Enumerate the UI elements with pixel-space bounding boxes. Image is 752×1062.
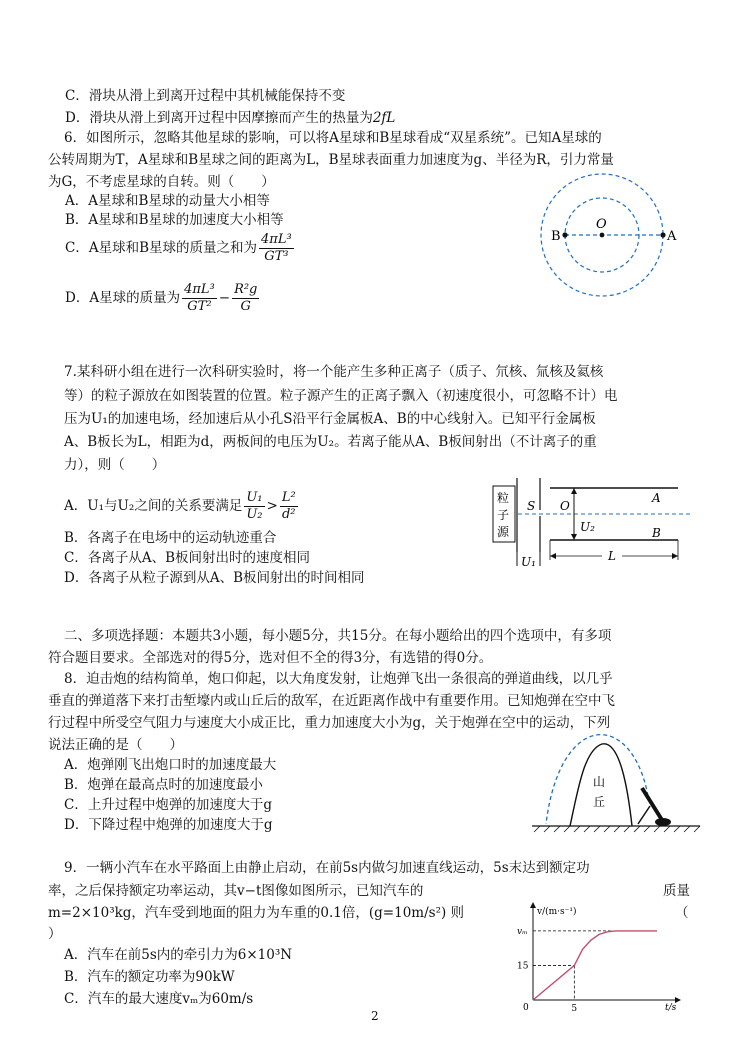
star-a-dot (660, 232, 665, 237)
l-arrow-left (550, 553, 556, 559)
q8-option-b: B．炮弹在最高点时的加速度最小 (64, 777, 263, 793)
x-axis-label: t/s (665, 1003, 677, 1012)
q9-option-c: C．汽车的最大速度vₘ为60m/s (64, 991, 254, 1007)
mortar-barrel (642, 788, 662, 820)
x-tick-0: 0 (523, 1003, 529, 1012)
q6-stem-line1: 6．如图所示，忽略其他星球的影响，可以将A星球和B星球看成“双星系统”。已知A星球的 (64, 130, 602, 146)
y-tick-vm: vₘ (517, 926, 528, 937)
q9-stem-line2-end: 质量 (663, 883, 690, 899)
q7-stem-line4: A、B板长为L，相距为d，两板间的电压为U₂。若离子能从A、B板间射出（不计离子的重 (64, 434, 597, 450)
q9-stem-line3-end: （ (675, 905, 689, 921)
source-char-3: 源 (497, 525, 510, 539)
q9-vt-chart (505, 900, 685, 1012)
q7-option-d: D．各离子从粒子源到从A、B板间射出的时间相同 (64, 570, 365, 586)
q8-mortar-figure (520, 720, 710, 838)
l-arrow-right (672, 553, 678, 559)
label-u2: U₂ (580, 520, 595, 534)
ground-hatch (534, 826, 700, 832)
vt-series-line (533, 931, 657, 1000)
q7-option-b: B．各离子在电场中的运动轨迹重合 (64, 530, 277, 546)
section2-line1: 二、多项选择题：本题共3小题，每小题5分，共15分。在每小题给出的四个选项中，有多项 (64, 628, 612, 644)
label-l: L (608, 549, 616, 563)
x-tick-5: 5 (571, 1004, 578, 1012)
q7-stem-line2: 等）的粒子源放在如图装置的位置。粒子源产生的正离子飘入（初速度很小，可忽略不计）电 (64, 388, 618, 404)
label-a: A (652, 491, 661, 505)
q7-stem-line3: 压为U₁的加速电场，经加速后从小孔S沿平行金属板A、B的中心线射入。已知平行金属板 (64, 411, 596, 427)
y-axis-arrow (530, 902, 536, 908)
star-b-dot (562, 232, 567, 237)
mortar-bipod (638, 806, 650, 824)
q6-option-c-fraction: $\frac{\text{4πL³}}{\text{GT³}}$ (261, 232, 292, 264)
q7-option-c: C．各离子从A、B板间射出时的速度相同 (64, 550, 310, 566)
q6-option-b: B．A星球和B星球的加速度大小相等 (65, 212, 284, 228)
mortar-baseplate (655, 818, 671, 826)
q9-option-b: B．汽车的额定功率为90kW (64, 969, 235, 985)
label-b: B (551, 229, 561, 244)
label-a: A (667, 229, 677, 244)
q8-option-d: D．下降过程中炮弹的加速度大于g (64, 817, 273, 833)
q6-option-c (65, 232, 296, 265)
q8-option-c: C．上升过程中炮弹的加速度大于g (64, 797, 272, 813)
q6-option-d-fraction1: $\frac{\text{4πL³}}{\text{GT²}}$ (184, 282, 215, 314)
q7-stem-line5: 力），则（ ） (64, 457, 166, 473)
q6-double-star-figure (540, 168, 700, 303)
label-u1: U₁ (521, 555, 536, 569)
label-s: S (527, 499, 536, 513)
q9-stem-line3: m=2×10³kg，汽车受到地面的阻力为车重的0.1倍，(g=10m/s²) 则 (48, 905, 465, 921)
page-number: 2 (371, 1009, 379, 1023)
label-b: B (652, 526, 661, 540)
q6-option-d (65, 282, 261, 315)
u2-arrow-down (571, 534, 577, 540)
q7-option-a-text: A．U₁与U₂之间的关系要满足 (64, 498, 243, 514)
q8-stem-line2: 垂直的弹道落下来打击堑壕内或山丘后的敌军，在近距离作战中有重要作用。已知炮弹在空中飞 (48, 693, 615, 709)
q6-option-d-minus: − (218, 290, 231, 306)
q8-option-a: A．炮弹刚飞出炮口时的加速度最大 (64, 757, 277, 773)
q7-option-a (64, 490, 300, 523)
q9-stem-line2: 率，之后保持额定功率运动，其v−t图像如图所示，已知汽车的 (48, 883, 424, 899)
label-o: O (596, 217, 607, 232)
q8-stem-line4: 说法正确的是（ ） (48, 737, 183, 753)
source-char-1: 粒 (497, 491, 510, 505)
q7-option-a-fraction2: $\frac{\text{L²}}{\text{d²}}$ (281, 490, 296, 522)
q7-option-a-fraction1: $\frac{\text{U₁}}{\text{U₂}}$ (246, 490, 263, 522)
q6-option-d-text: D．A星球的质量为 (65, 290, 181, 306)
label-o: O (560, 499, 570, 513)
q9-stem-line1: 9．一辆小汽车在水平路面上由静止启动，在前5s内做匀加速直线运动，5s末达到额定功 (64, 860, 590, 876)
q6-stem-line2: 公转周期为T，A星球和B星球之间的距离为L，B星球表面重力加速度为g、半径为R，引力常量 (48, 152, 614, 168)
q5-option-d (65, 110, 395, 127)
q7-apparatus-figure (490, 474, 695, 570)
q8-stem-line3: 行过程中所受空气阻力与速度大小成正比，重力加速度大小为g，关于炮弹在空中的运动，下列 (48, 715, 611, 731)
hill-char-1: 山 (593, 775, 606, 789)
q6-stem-line3: 为G，不考虑星球的自转。则（ ） (48, 174, 275, 190)
q6-option-d-fraction2: $\frac{\text{R²g}}{G}$ (234, 282, 258, 314)
source-char-2: 子 (497, 508, 510, 522)
center-o-dot (600, 233, 605, 238)
q7-stem-line1: 7.某科研小组在进行一次科研实验时，将一个能产生多种正离子（质子、氘核、氚核及氦核 (64, 364, 604, 380)
q9-option-a: A．汽车在前5s内的牵引力为6×10³N (64, 947, 293, 963)
q7-option-a-gt: > (266, 498, 278, 514)
q6-option-a: A．A星球和B星球的动量大小相等 (65, 193, 270, 209)
section2-line2: 符合题目要求。全部选对的得5分，选对但不全的得3分，有选错的得0分。 (48, 650, 493, 666)
q9-stem-line4: ） (48, 926, 62, 942)
q8-stem-line1: 8．迫击炮的结构简单，炮口仰起，以大角度发射，让炮弹飞出一条很高的弹道曲线，以几乎 (64, 671, 613, 687)
q6-option-c-text: C．A星球和B星球的质量之和为 (65, 240, 257, 256)
y-axis-label: v/(m·s⁻¹) (537, 907, 577, 917)
q5-option-d-text: D．滑块从滑上到离开过程中因摩擦而产生的热量为 (65, 110, 373, 126)
hill-char-2: 丘 (593, 795, 606, 809)
y-tick-15: 15 (517, 961, 529, 972)
q5-option-c: C．滑块从滑上到离开过程中其机械能保持不变 (65, 88, 346, 104)
q5-option-d-formula: 2fL (372, 110, 396, 126)
u2-arrow-up (571, 488, 577, 494)
